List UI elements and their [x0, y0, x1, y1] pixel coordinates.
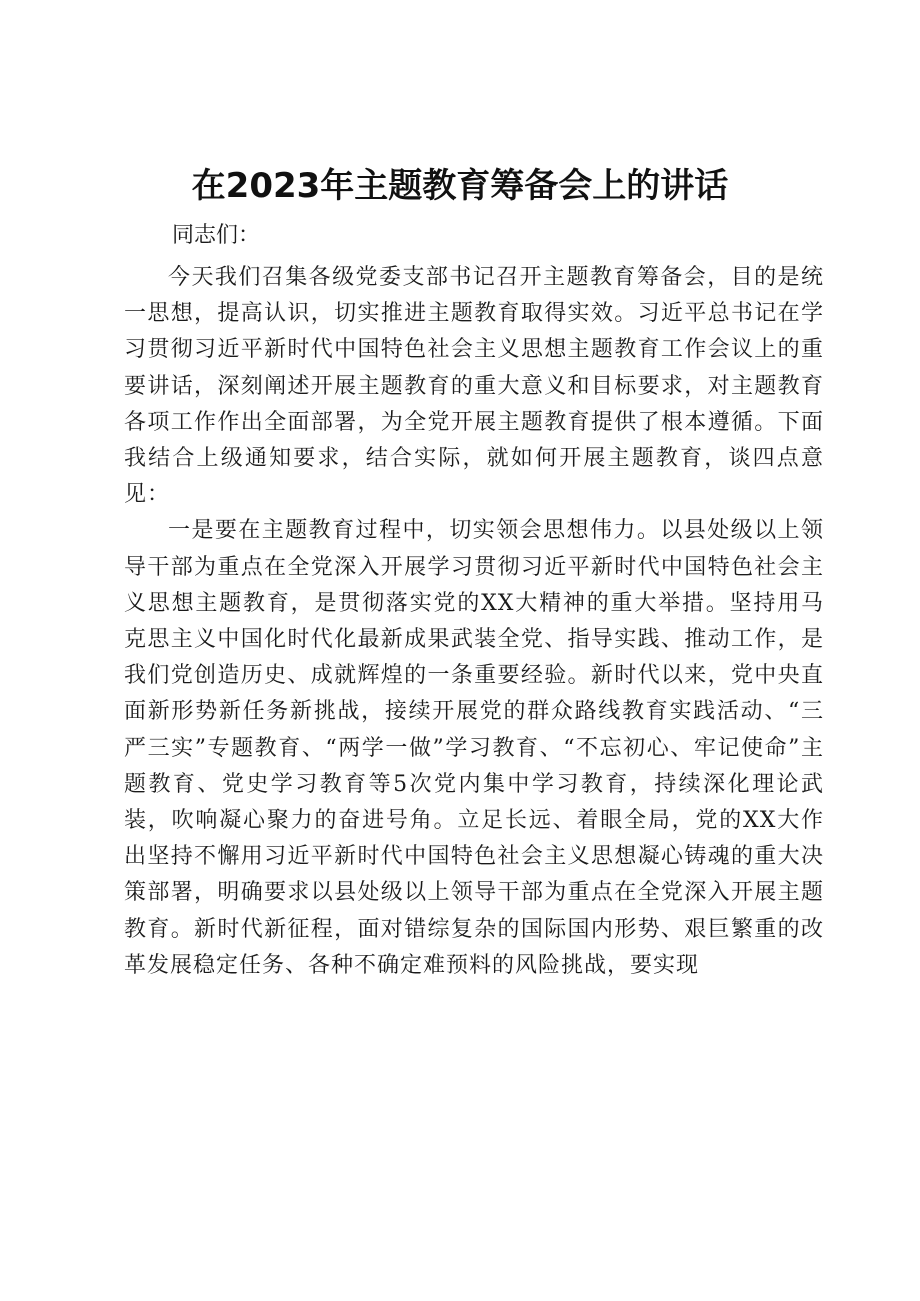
document-title: 在2023年主题教育筹备会上的讲话	[191, 166, 729, 206]
document-body	[124, 260, 824, 984]
paragraph-opening: 今天我们召集各级党委支部书记召开主题教育筹备会，目的是统一思想，提高认识，切实推进主题教育取得实效。习近平总书记在学习贯彻习近平新时代中国特色社会主义思想主题教育工作会议上的重要讲话，深刻阐述开展主题教育的重大意义和目标要求，对主题教育各项工作作出全面部署，为全党开展主题教育提供了根本遵循。下面我结合上级通知要求，结合实际，就如何开展主题教育，谈四点意见：	[124, 265, 824, 508]
greeting: 同志们：	[172, 223, 261, 248]
paragraph-point-one: 一是要在主题教育过程中，切实领会思想伟力。以县处级以上领导干部为重点在全党深入开展学习贯彻习近平新时代中国特色社会主义思想主题教育，是贯彻落实党的XX大精神的重大举措。坚持用马克思主义中国化时代化最新成果武装全党、指导实践、推动工作，是我们党创造历史、成就辉煌的一条重要经验。新时代以来，党中央直面新形势新任务新挑战，接续开展党的群众路线教育实践活动、“三严三实”专题教育、“两学一做”学习教育、“不忘初心、牢记使命”主题教育、党史学习教育等5次党内集中学习教育，持续深化理论武装，吹响凝心聚力的奋进号角。立足长远、着眼全局，党的XX大作出坚持不懈用习近平新时代中国特色社会主义思想凝心铸魂的重大决策部署，明确要求以县处级以上领导干部为重点在全党深入开展主题教育。新时代新征程，面对错综复杂的国际国内形势、艰巨繁重的改革发展稳定任务、各种不确定难预料的风险挑战，要实现	[124, 518, 824, 978]
